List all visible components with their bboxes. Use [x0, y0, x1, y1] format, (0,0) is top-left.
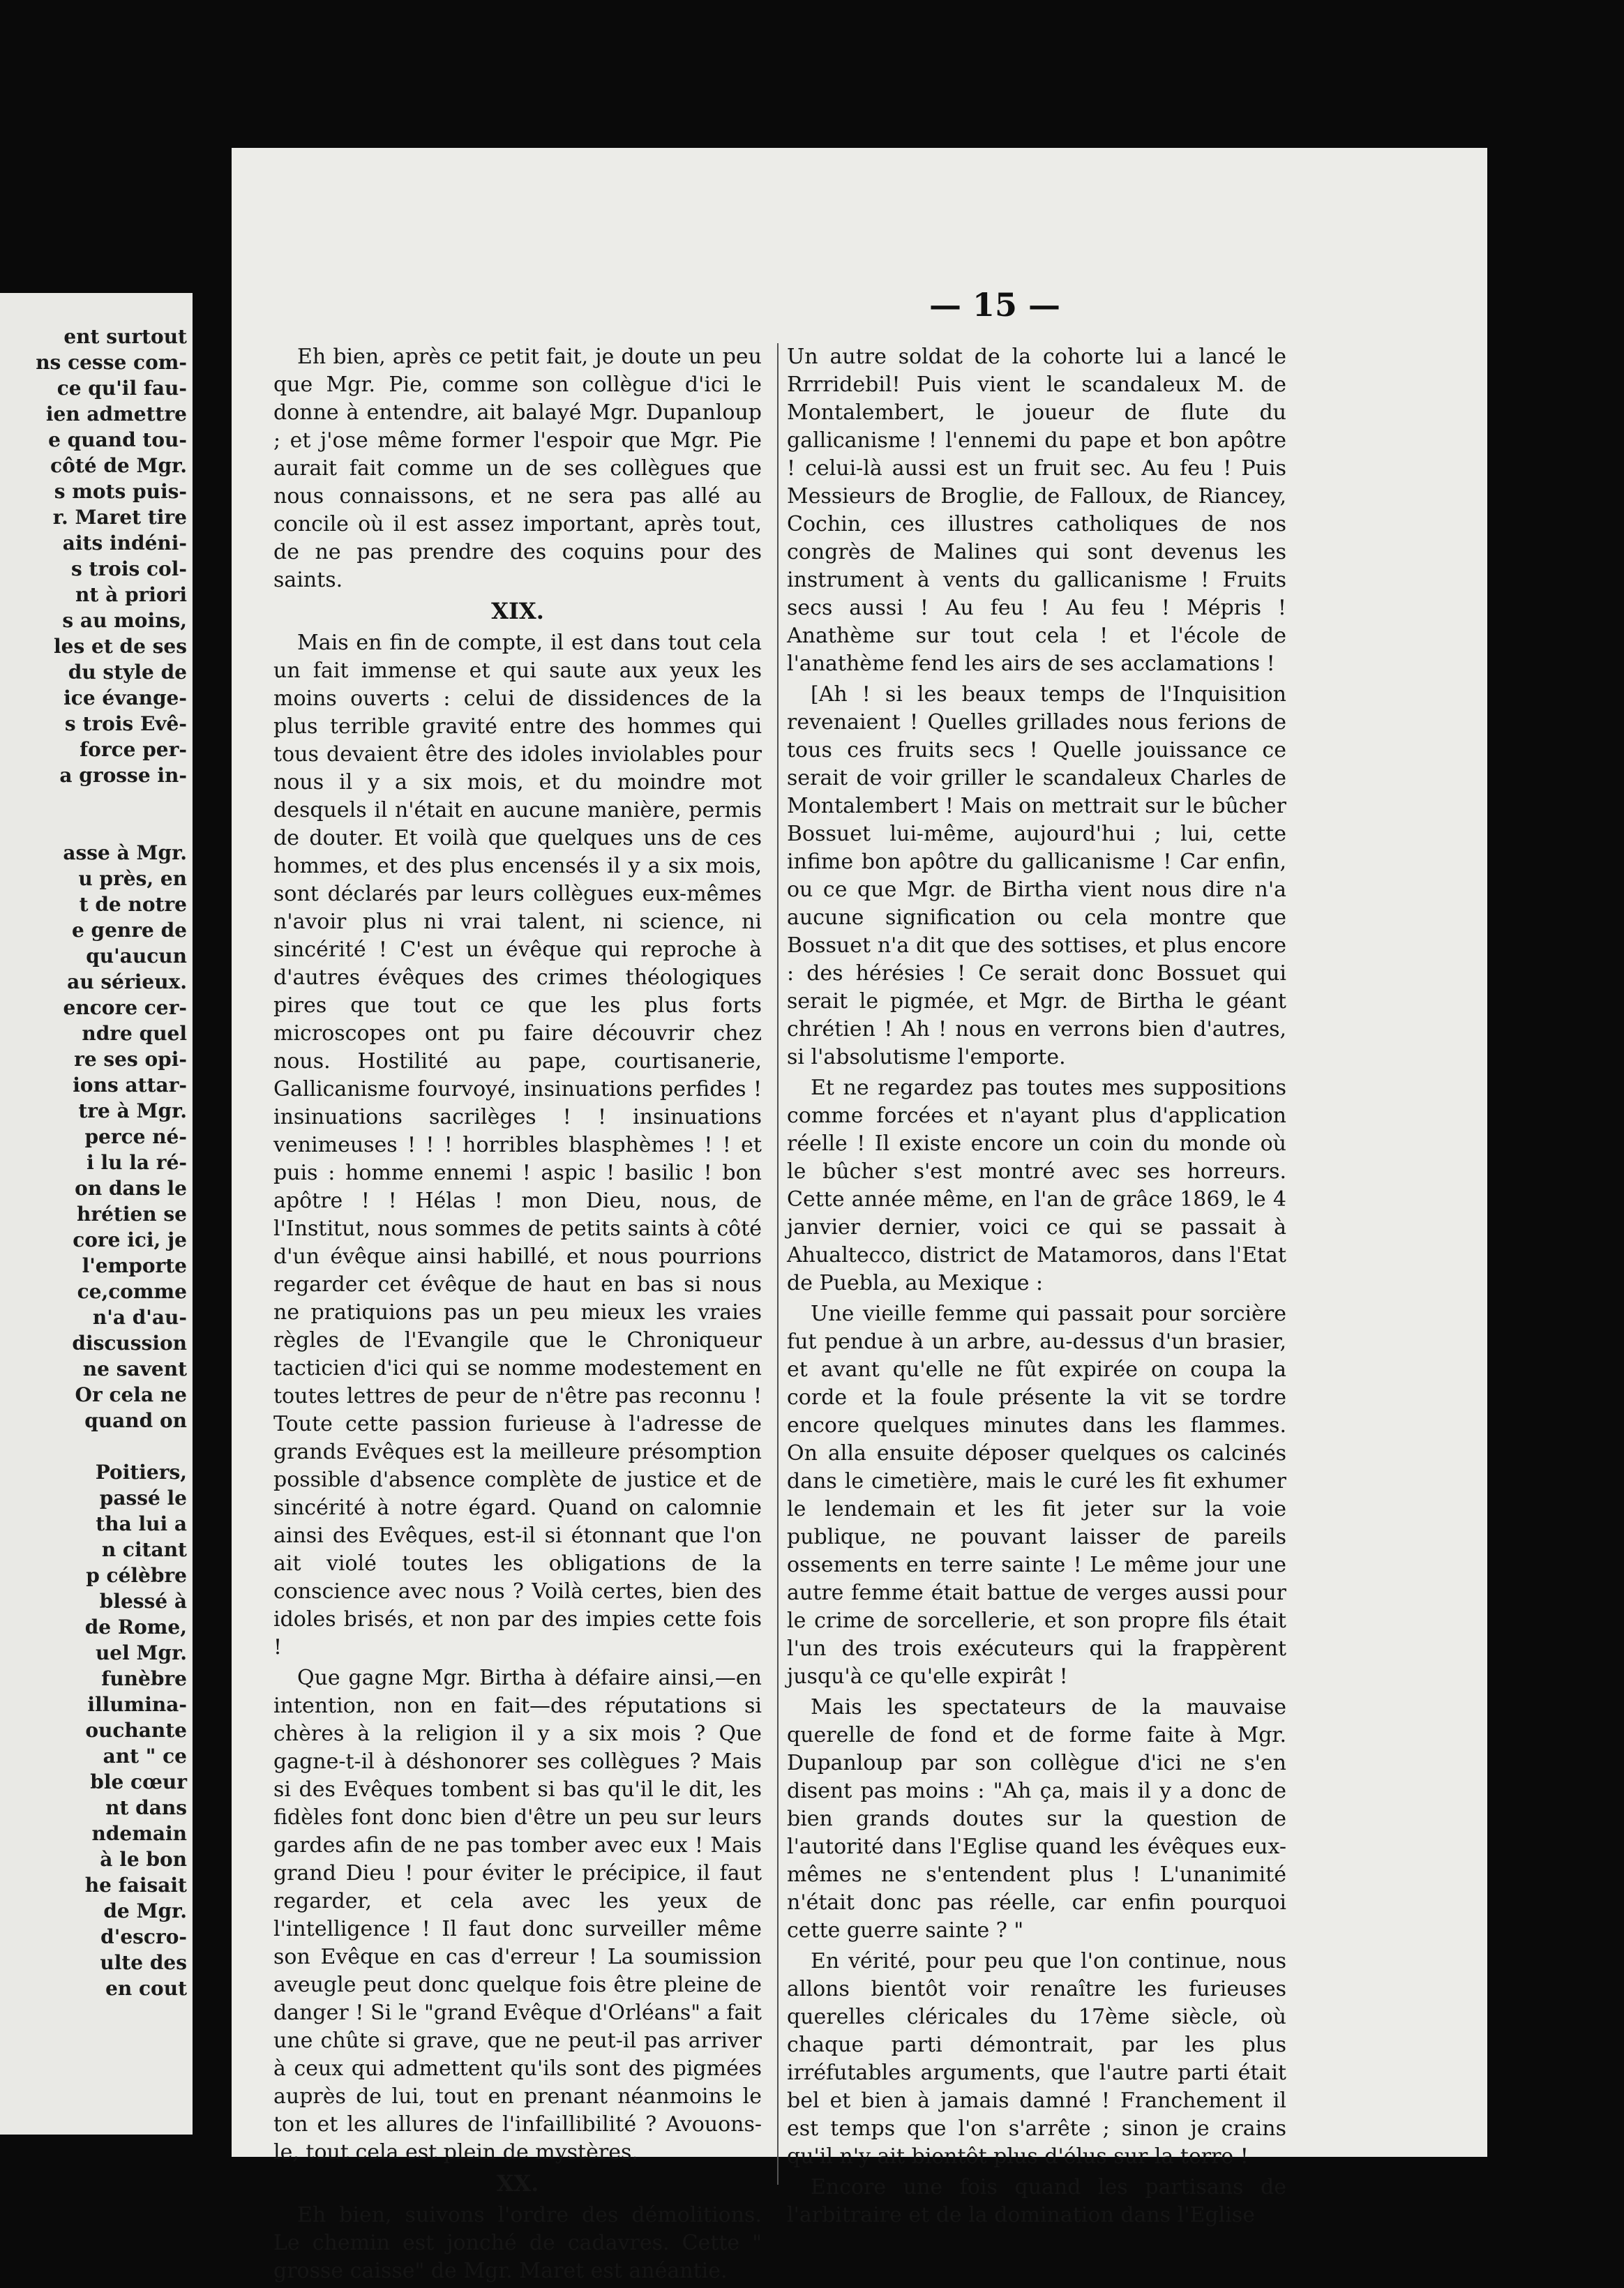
paragraph: Eh bien, suivons l'ordre des démolitions. Le chemin est jonché de cadavres. Cette " grosse caisse" de Mgr. Maret est anéantie.: [273, 2203, 762, 2283]
prev-page-line: e quand tou-: [48, 428, 187, 451]
paragraph: [Ah ! si les beaux temps de l'Inquisition revenaient ! Quelles grillades nous ferions de tous ces fruits secs ! Quelle jouissance ce serait de voir griller le scandaleux Charles de Montalembert ! Mais on mettrait sur le bûcher Bossuet lui-même, aujourd'hui ; lui, cette infime bon apôtre du gallicanisme ! Car enfin, ou ce que Mgr. de Birtha vient nous dire n'a aucune signification ou cela montre que Bossuet n'a dit que des sottises, et plus encore : des hérésies ! Ce serait donc Bossuet qui serait le pigmée, et Mgr. de Birtha le géant chrétien ! Ah ! nous en verrons bien d'autres, si l'absolutisme l'emporte.: [787, 682, 1286, 1069]
column-divider: [777, 343, 779, 2185]
prev-page-line: quand on: [84, 1409, 187, 1432]
right-column: [787, 343, 1286, 2232]
paragraph: Encore une fois quand les partisans de l'arbitraire et de la domination dans l'Eglise: [787, 2175, 1286, 2227]
prev-page-line: ant " ce: [103, 1745, 187, 1768]
prev-page-line: encore cer-: [63, 996, 187, 1019]
prev-page-line: du style de: [68, 661, 187, 684]
section-heading: XX.: [496, 2170, 539, 2197]
left-column: [273, 343, 762, 2288]
prev-page-line: tre à Mgr.: [78, 1099, 187, 1122]
paragraph: Et ne regardez pas toutes mes suppositions comme forcées et n'ayant plus d'application réelle ! Il existe encore un coin du monde où le bûcher s'est montré avec ses horreurs. Cette année même, en l'an de grâce 1869, le 4 janvier dernier, voici ce qui se passait à Ahualtecco, district de Matamoros, dans l'Etat de Puebla, au Mexique :: [787, 1076, 1286, 1295]
prev-page-line: force per-: [80, 738, 187, 761]
prev-page-line: on dans le: [75, 1177, 187, 1200]
paragraph: En vérité, pour peu que l'on continue, nous allons bientôt voir renaître les furieuses querelles cléricales du 17ème siècle, où chaque parti démontrait, par les plus irréfutables arguments, que l'autre parti était bel et bien à jamais damné ! Franchement il est temps que l'on s'arrête ; sinon je crains qu'il n'y ait bientôt plus d'élus sur la terre !: [787, 1949, 1286, 2169]
prev-page-line: discussion: [72, 1332, 187, 1355]
prev-page-line: p célèbre: [86, 1564, 187, 1587]
prev-page-line: s trois Evê-: [64, 712, 187, 735]
prev-page-line: u près, en: [78, 867, 187, 890]
prev-page-line: ouchante: [85, 1719, 187, 1742]
prev-page-line: ce qu'il fau-: [57, 377, 187, 400]
prev-page-line: r. Maret tire: [52, 506, 187, 529]
prev-page-line: passé le: [99, 1487, 187, 1510]
prev-page-line: t de notre: [79, 893, 187, 916]
prev-page-line: s trois col-: [70, 557, 187, 580]
section-heading: XIX.: [491, 598, 544, 624]
prev-page-line: ne savent: [82, 1357, 187, 1380]
prev-page-line: nt à priori: [75, 583, 187, 606]
prev-page-line: s mots puis-: [54, 480, 187, 503]
paragraph: Mais les spectateurs de la mauvaise querelle de fond et de forme faite à Mgr. Dupanloup par son collègue d'ici ne s'en disent pas moins : "Ah ça, mais il y a donc de bien grands doutes sur la question de l'autorité dans l'Eglise quand les évêques eux-mêmes ne s'entendent plus ! L'unanimité n'était donc pas réelle, car enfin pourquoi cette guerre sainte ? ": [787, 1695, 1286, 1943]
prev-page-line: ble cœur: [90, 1770, 187, 1793]
paragraph: Mais en fin de compte, il est dans tout cela un fait immense et qui saute aux yeux les moins ouverts : celui de dissidences de la plus terrible gravité entre des hommes qui tous devaient être des idoles inviolables pour nous il y a six mois, et du moindre mot desquels il n'était en aucune manière, permis de douter. Et voilà que quelques uns de ces hommes, et des plus encensés il y a six mois, sont déclarés par leurs collègues eux-mêmes n'avoir plus ni vrai talent, ni science, ni sincérité ! C'est un évêque qui reproche à d'autres évêques des crimes théologiques pires que tout ce que les plus forts microscopes ont pu faire découvrir chez nous. Hostilité au pape, courtisanerie, Gallicanisme fourvoyé, insinuations perfides ! insinuations sacrilèges ! ! insinuations venimeuses ! ! ! horribles blasphèmes ! ! et puis : homme ennemi ! aspic ! basilic ! bon apôtre ! ! Hélas ! mon Dieu, nous, de l'Institut, nous sommes de petits saints à côté d'un évêque ainsi habillé, et nous pourrions regarder cet évêque de haut en bas si nous ne pratiquions pas un peu mieux les vraies règles de l'Evangile que le Chroniqueur tacticien d'ici qui se nomme modestement en toutes lettres de peur de n'être pas reconnu ! Toute cette passion furieuse à l'adresse de grands Evêques est la meilleure présomption possible d'absence complète de justice et de sincérité à notre égard. Quand on calomnie ainsi des Evêques, est-il si étonnant que l'on ait violé toutes les obligations de la conscience avec nous ? Voilà certes, bien des idoles brisés, et non par des impies cette fois !: [273, 631, 762, 1659]
prev-page-line: tha lui a: [96, 1512, 187, 1535]
prev-page-line: en cout: [105, 1977, 187, 2000]
prev-page-line: perce né-: [84, 1125, 187, 1148]
prev-page-line: à le bon: [100, 1848, 187, 1871]
prev-page-line: uel Mgr.: [95, 1641, 187, 1664]
prev-page-line: n'a d'au-: [92, 1306, 187, 1329]
prev-page-line: ndre quel: [82, 1022, 187, 1045]
page-number: — 15 —: [929, 286, 1061, 324]
prev-page-line: Poitiers,: [95, 1461, 187, 1484]
paragraph: Que gagne Mgr. Birtha à défaire ainsi,—en intention, non en fait—des réputations si chères à la religion il y a six mois ? Que gagne-t-il à déshonorer ses collègues ? Mais si des Evêques tombent si bas qu'il le dit, les fidèles font donc bien d'être un peu sur leurs gardes afin de ne pas tomber avec eux ! Mais grand Dieu ! pour éviter le précipice, il faut regarder, et cela avec les yeux de l'intelligence ! Il faut donc surveiller même son Evêque en cas d'erreur ! La soumission aveugle peut donc quelque fois être pleine de danger ! Si le "grand Evêque d'Orléans" a fait une chûte si grave, que ne peut-il pas arriver à ceux qui admettent qu'ils sont des pigmées auprès de lui, tout en prenant néanmoins le ton et les allures de l'infaillibilité ? Avouons-le, tout cela est plein de mystères.: [273, 1666, 762, 2165]
prev-page-line: ce,comme: [77, 1280, 187, 1303]
prev-page-line: n citant: [101, 1538, 187, 1561]
prev-page-line: Or cela ne: [75, 1383, 187, 1406]
prev-page-line: a grosse in-: [59, 764, 187, 787]
prev-page-line: funèbre: [101, 1667, 187, 1690]
prev-page-line: ns cesse com-: [36, 351, 187, 374]
prev-page-line: nt dans: [105, 1796, 187, 1819]
prev-page-line: au sérieux.: [67, 970, 187, 993]
prev-page-line: l'emporte: [82, 1254, 187, 1277]
prev-page-line: côté de Mgr.: [50, 454, 187, 477]
prev-page-line: ndemain: [91, 1822, 187, 1845]
paragraph: Eh bien, après ce petit fait, je doute un peu que Mgr. Pie, comme son collègue d'ici le donne à entendre, ait balayé Mgr. Dupanloup ; et j'ose même former l'espoir que Mgr. Pie aurait fait comme un de ses collègues que nous connaissons, et ne sera pas allé au concile où il est assez important, après tout, de ne pas prendre des coquins pour des saints.: [273, 345, 762, 592]
prev-page-line: core ici, je: [73, 1228, 187, 1251]
prev-page-line: qu'aucun: [86, 944, 187, 968]
prev-page-line: illumina-: [87, 1693, 187, 1716]
prev-page-line: he faisait: [84, 1874, 187, 1897]
prev-page-line: s au moins,: [62, 609, 187, 632]
page: [232, 148, 1487, 2283]
prev-page-line: e genre de: [71, 919, 187, 942]
prev-page-line: hrétien se: [77, 1203, 187, 1226]
prev-page-line: de Rome,: [84, 1616, 187, 1639]
prev-page-line: ent surtout: [63, 325, 187, 348]
paragraph: Un autre soldat de la cohorte lui a lancé le Rrrridebil! Puis vient le scandaleux M. de Montalembert, le joueur de flute du gallicanisme ! l'ennemi du pape et bon apôtre ! celui-là aussi est un fruit sec. Au feu ! Puis Messieurs de Broglie, de Falloux, de Riancey, Cochin, ces illustres catholiques de nos congrès de Malines qui sont devenus les instrument à vents du gallicanisme ! Fruits secs aussi ! Au feu ! Au feu ! Mépris ! Anathème sur tout cela ! et l'école de l'anathème fend les airs de ses acclamations !: [787, 345, 1286, 676]
prev-page-line: d'escro-: [100, 1925, 187, 1948]
prev-page-line: i lu la ré-: [87, 1151, 187, 1174]
paragraph: Une vieille femme qui passait pour sorcière fut pendue à un arbre, au-dessus d'un brasier, et avant qu'elle ne fût expirée on coupa la corde et la foule présente la vit se tordre encore quelques minutes dans les flammes. On alla ensuite déposer quelques os calcinés dans le cimetière, mais le curé les fit exhumer le lendemain et les fit jeter sur la voie publique, ne pouvant laisser de pareils ossements en terre sainte ! Le même jour une autre femme était battue de verges aussi pour le crime de sorcellerie, et son propre fils était l'un des trois exécuteurs qui la frappèrent jusqu'à ce qu'elle expirât !: [787, 1302, 1286, 1689]
prev-page-line: ions attar-: [73, 1074, 187, 1097]
prev-page-line: ien admettre: [45, 402, 187, 426]
previous-page-fragment: [0, 293, 193, 2135]
prev-page-line: re ses opi-: [74, 1048, 187, 1071]
prev-page-line: ulte des: [100, 1951, 187, 1974]
prev-page-line: les et de ses: [54, 635, 187, 658]
prev-page-line: ice évange-: [63, 686, 187, 709]
prev-page-line: de Mgr.: [103, 1899, 187, 1922]
prev-page-line: blessé à: [99, 1590, 187, 1613]
prev-page-line: asse à Mgr.: [63, 841, 187, 864]
prev-page-line: aits indéni-: [62, 532, 187, 555]
